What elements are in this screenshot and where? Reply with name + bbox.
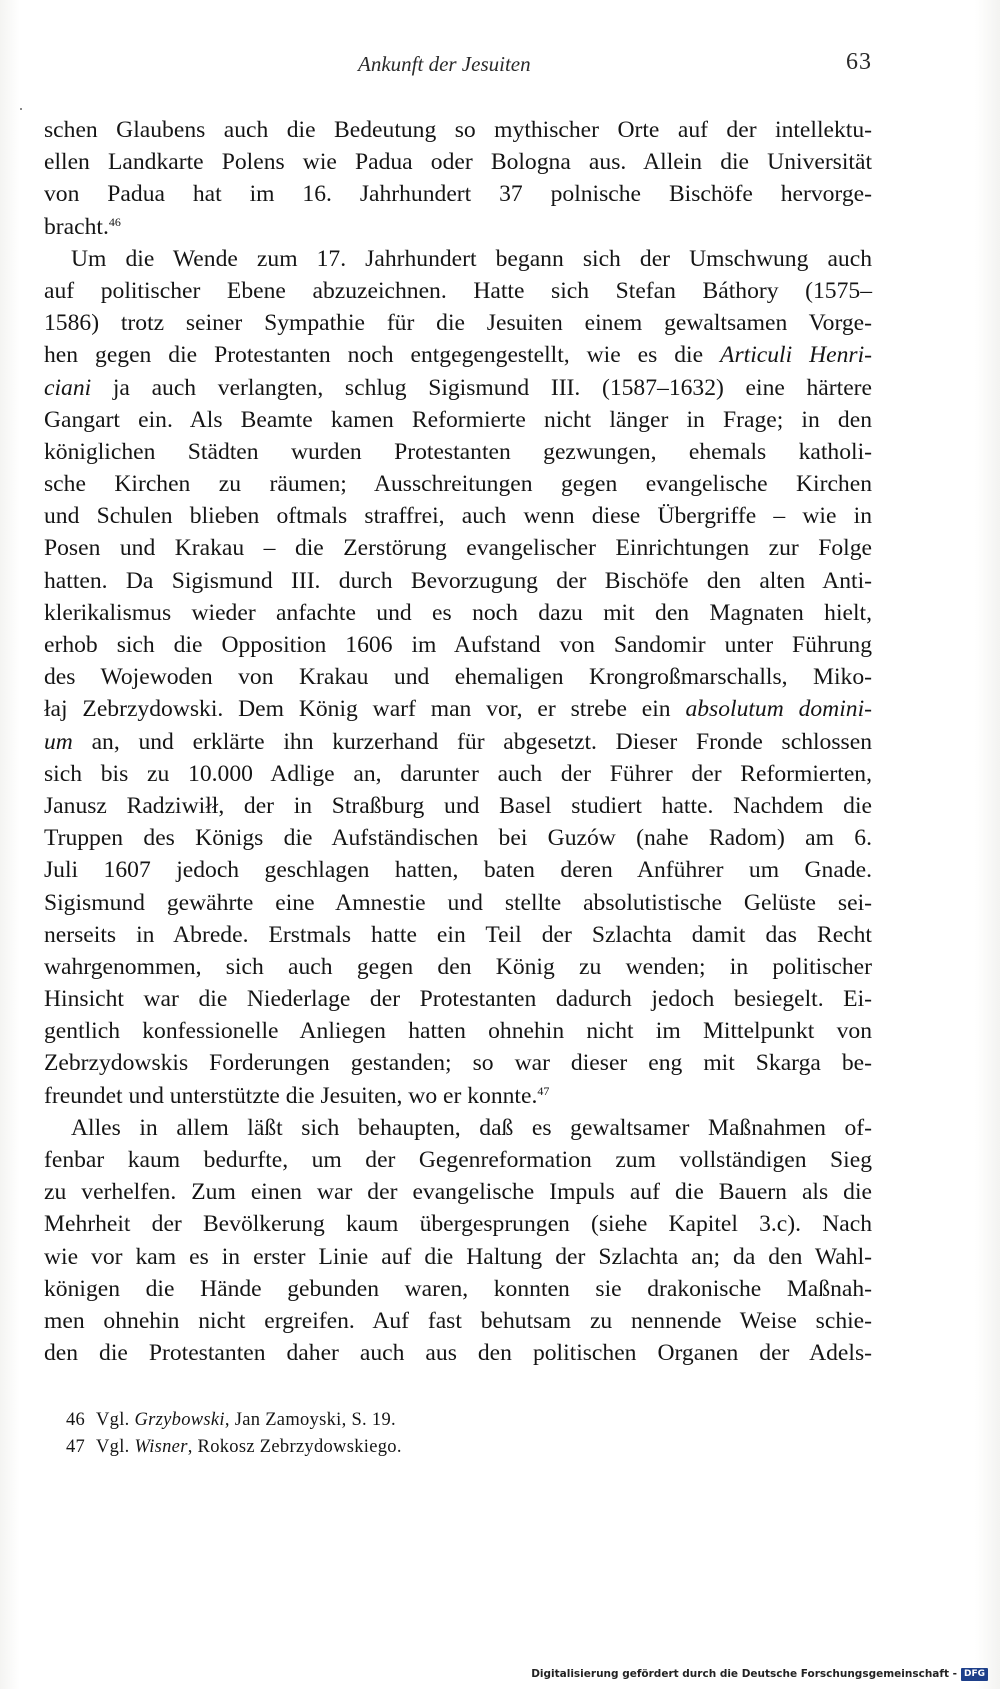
text-run: łaj Zebrzydowski. Dem König warf man vor, er strebe ein <box>44 696 686 723</box>
text-run: von Padua hat im 16. Jahrhundert 37 polnische Bischöfe hervorge- <box>44 181 872 208</box>
footnote-number: 47 <box>66 1437 86 1457</box>
text-line <box>44 500 872 532</box>
text-line <box>44 822 872 854</box>
text-line <box>44 1208 872 1240</box>
text-run: schen Glaubens auch die Bedeutung so mythischer Orte auf der intellektu- <box>44 117 872 143</box>
text-run: königen die Hände gebunden waren, konnten sie drakonische Maßnah- <box>44 1275 872 1302</box>
text-run: Zebrzydowskis Forderungen gestanden; so war dieser eng mit Skarga be- <box>44 1050 872 1077</box>
scan-speck <box>20 108 22 110</box>
text-run: Janusz Radziwiłł, der in Straßburg und Basel studiert hatte. Nachdem die <box>44 792 872 819</box>
footnote-ref: 47 <box>537 1083 550 1098</box>
text-line <box>44 951 872 983</box>
italic-text: um <box>44 728 73 755</box>
text-line <box>44 114 872 146</box>
italic-text: Wisner <box>134 1437 188 1457</box>
text-line <box>44 532 872 564</box>
text-run: ja auch verlangten, schlug Sigismund III. (1587–1632) eine härtere <box>91 374 872 401</box>
text-line <box>44 693 872 725</box>
text-run: freundet und unterstützte die Jesuiten, wo er konnte. <box>44 1082 538 1109</box>
italic-text: Grzybowski <box>134 1410 225 1430</box>
text-run: Truppen des Königs die Aufständischen bei Guzów (nahe Radom) am 6. <box>44 825 872 852</box>
text-line <box>44 661 872 693</box>
text-line <box>44 565 872 597</box>
text-line <box>44 1047 872 1079</box>
text-line <box>44 1241 872 1273</box>
text-run: Alles in allem läßt sich behaupten, daß es gewaltsamer Maßnahmen of- <box>71 1114 872 1141</box>
text-line <box>44 146 872 178</box>
text-line <box>44 275 872 307</box>
text-line <box>44 597 872 629</box>
footnote <box>66 1407 766 1434</box>
text-line <box>44 919 872 951</box>
italic-text: absolutum domini- <box>685 696 872 723</box>
text-run: Posen und Krakau – die Zerstörung evangelischer Einrichtungen zur Folge <box>44 535 872 562</box>
text-line <box>44 1080 872 1112</box>
text-line <box>44 404 872 436</box>
text-run: gentlich konfessionelle Anliegen hatten ohnehin nicht im Mittelpunkt von <box>44 1018 872 1045</box>
text-run: ellen Landkarte Polens wie Padua oder Bologna aus. Allein die Universität <box>44 149 872 176</box>
text-run: und Schulen blieben oftmals straffrei, auch wenn diese Übergriffe – wie in <box>44 503 872 530</box>
text-run: 1586) trotz seiner Sympathie für die Jesuiten einem gewaltsamen Vorge- <box>44 310 872 337</box>
text-line <box>44 758 872 790</box>
text-run: nerseits in Abrede. Erstmals hatte ein Teil der Szlachta damit das Recht <box>44 921 872 948</box>
text-run: bracht. <box>44 213 109 240</box>
text-run: , Jan Zamoyski, S. 19. <box>224 1410 396 1430</box>
text-run: Juli 1607 jedoch geschlagen hatten, baten deren Anführer um Gnade. <box>44 857 872 884</box>
credit-text: Digitalisierung gefördert durch die Deutsche Forschungsgemeinschaft - <box>531 1668 957 1680</box>
running-header <box>44 49 872 82</box>
text-run: des Wojewoden von Krakau und ehemaligen Krongroßmarschalls, Miko- <box>44 664 872 691</box>
text-line <box>44 243 872 275</box>
text-line <box>44 726 872 758</box>
italic-text: Articuli Henri- <box>720 342 872 369</box>
text-run: sich bis zu 10.000 Adlige an, darunter auch der Führer der Reformierten, <box>44 760 872 787</box>
footnote-ref: 46 <box>108 214 121 229</box>
body-text <box>44 114 872 1369</box>
text-run: , Rokosz Zebrzydowskiego. <box>187 1437 402 1457</box>
text-run: erhob sich die Opposition 1606 im Aufstand von Sandomir unter Führung <box>44 632 872 658</box>
footnote-number: 46 <box>66 1410 86 1430</box>
text-run: Sigismund gewährte eine Amnestie und stellte absolutistische Gelüste sei- <box>44 889 872 916</box>
running-title: Ankunft der Jesuiten <box>358 52 531 76</box>
text-run: Mehrheit der Bevölkerung kaum übergesprungen (siehe Kapitel 3.c). Nach <box>44 1211 872 1238</box>
text-line <box>44 1144 872 1176</box>
text-run: Vgl. <box>96 1437 135 1457</box>
text-run: Vgl. <box>96 1410 135 1430</box>
text-run: men ohnehin nicht ergreifen. Auf fast behutsam zu nennende Weise schie- <box>44 1307 872 1334</box>
text-line <box>44 1337 872 1369</box>
text-line <box>44 854 872 886</box>
text-run: Um die Wende zum 17. Jahrhundert begann sich der Umschwung auch <box>71 245 872 272</box>
text-line <box>44 629 872 661</box>
italic-text: ciani <box>44 374 92 401</box>
page-number: 63 <box>846 49 872 75</box>
text-run: fenbar kaum bedurfte, um der Gegenreformation zum vollständigen Sieg <box>44 1147 872 1173</box>
text-run: sche Kirchen zu räumen; Ausschreitungen gegen evangelische Kirchen <box>44 471 872 498</box>
text-line <box>44 211 872 243</box>
text-run: an, und erklärte ihn kurzerhand für abgesetzt. Dieser Fronde schlossen <box>72 728 872 755</box>
text-line <box>44 1015 872 1047</box>
text-line <box>44 790 872 822</box>
text-line <box>44 372 872 404</box>
text-line <box>44 339 872 371</box>
text-run: wahrgenommen, sich auch gegen den König zu wenden; in politischer <box>44 953 872 980</box>
text-line <box>44 1112 872 1144</box>
text-run: Hinsicht war die Niederlage der Protestanten dadurch jedoch besiegelt. Ei- <box>44 986 872 1013</box>
text-run: königlichen Städten wurden Protestanten gezwungen, ehemals katholi- <box>44 438 872 465</box>
text-line <box>44 983 872 1015</box>
dfg-logo: DFG <box>961 1668 988 1681</box>
footnotes <box>66 1407 766 1461</box>
text-run: hen gegen die Protestanten noch entgegengestellt, wie es die <box>44 342 721 369</box>
text-line <box>44 468 872 500</box>
text-line <box>44 1305 872 1337</box>
text-line <box>44 887 872 919</box>
text-run: zu verhelfen. Zum einen war der evangelische Impuls auf die Bauern als die <box>44 1179 872 1206</box>
footnote <box>66 1434 766 1461</box>
text-line <box>44 307 872 339</box>
text-run: Gangart ein. Als Beamte kamen Reformierte nicht länger in Frage; in den <box>44 406 872 433</box>
text-line <box>44 178 872 210</box>
text-run: hatten. Da Sigismund III. durch Bevorzugung der Bischöfe den alten Anti- <box>44 567 872 594</box>
text-run: den die Protestanten daher auch aus den politischen Organen der Adels- <box>44 1340 872 1367</box>
text-line <box>44 436 872 468</box>
text-line <box>44 1273 872 1305</box>
text-run: auf politischer Ebene abzuzeichnen. Hatte sich Stefan Báthory (1575– <box>44 277 872 304</box>
digitization-credit <box>531 1665 988 1683</box>
text-run: klerikalismus wieder anfachte und es noch dazu mit den Magnaten hielt, <box>44 599 872 626</box>
text-run: wie vor kam es in erster Linie auf die Haltung der Szlachta an; da den Wahl- <box>44 1243 872 1270</box>
text-line <box>44 1176 872 1208</box>
